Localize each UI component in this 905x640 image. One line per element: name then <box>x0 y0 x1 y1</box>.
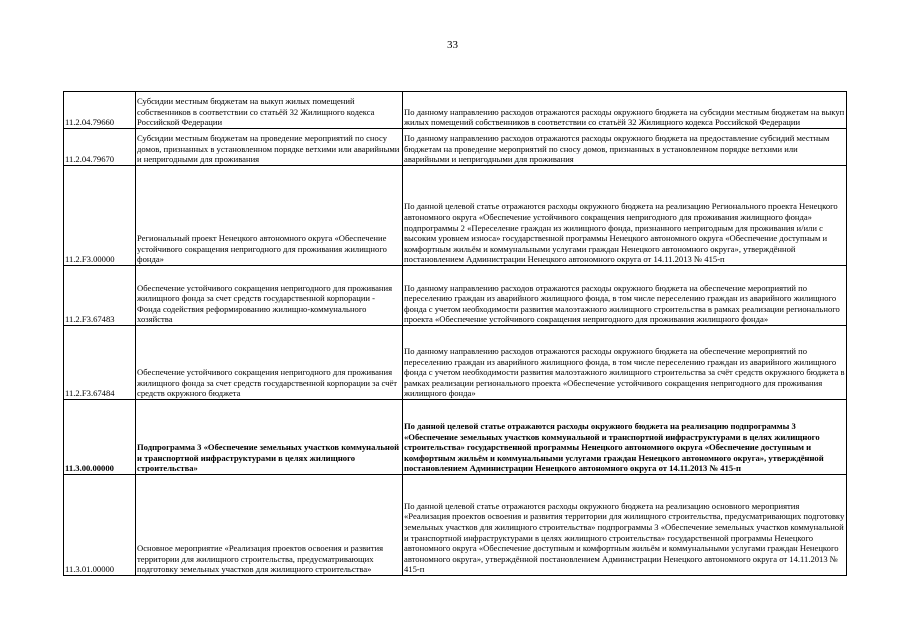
target-article-name: Основное мероприятие «Реализация проектов освоения и развития территории для жилищного строительства, предусматривающих подготовку земельных участков для жилищного строительства» <box>136 475 403 576</box>
target-article-name: Подпрограмма 3 «Обеспечение земельных участков коммунальной и транспортной инфраструктурами в целях жилищного строительства» <box>136 400 403 475</box>
table-row <box>64 266 847 326</box>
target-article-code: 11.2.04.79660 <box>64 92 136 129</box>
table-row <box>64 475 847 576</box>
target-article-code: 11.2.F3.00000 <box>64 166 136 266</box>
target-article-name: Региональный проект Ненецкого автономного округа «Обеспечение устойчивого сокращения непригодного для проживания жилищного фонда» <box>136 166 403 266</box>
table-row <box>64 92 847 129</box>
budget-classification-table <box>63 91 847 576</box>
table-row <box>64 129 847 166</box>
target-article-name: Обеспечение устойчивого сокращения непригодного для проживания жилищного фонда за счет средств государственной корпорации - Фонда содействия реформированию жилищно-коммунального хозяйства <box>136 266 403 326</box>
target-article-code: 11.3.01.00000 <box>64 475 136 576</box>
target-article-description: По данной целевой статье отражаются расходы окружного бюджета на реализацию основного мероприятия «Реализация проектов освоения и развития территории для жилищного строительства, предусматривающих подготовку земельных участков для жилищного строительства» подпрограммы 3 «Обеспечение земельных участков коммунальной и транспортной инфраструктурами в целях жилищного строительства» государственной программы Ненецкого автономного округа «Обеспечение доступным и комфортным жильём и коммунальными услугами граждан Ненецкого автономного округа», утверждённой постановлением Администрации Ненецкого автономного округа от 14.11.2013 № 415-п <box>403 475 847 576</box>
table-row <box>64 326 847 400</box>
target-article-name: Обеспечение устойчивого сокращения непригодного для проживания жилищного фонда за счет средств государственной корпорации за счёт средств окружного бюджета <box>136 326 403 400</box>
target-article-description: По данной целевой статье отражаются расходы окружного бюджета на реализацию подпрограммы 3 «Обеспечение земельных участков коммунальной и транспортной инфраструктурами в целях жилищного строительства» государственной программы Ненецкого автономного округа «Обеспечение доступным и комфортным жильём и коммунальными услугами граждан Ненецкого автономного округа», утверждённой постановлением Администрации Ненецкого автономного округа от 14.11.2013 № 415-п <box>403 400 847 475</box>
target-article-description: По данному направлению расходов отражаются расходы окружного бюджета на предоставление субсидий местным бюджетам на проведение мероприятий по сносу домов, признанных в установленном порядке ветхими или аварийными и непригодными для проживания <box>403 129 847 166</box>
page-number: 33 <box>447 39 458 51</box>
target-article-code: 11.2.04.79670 <box>64 129 136 166</box>
table-row <box>64 400 847 475</box>
target-article-code: 11.2.F3.67483 <box>64 266 136 326</box>
table-row <box>64 166 847 266</box>
target-article-name: Субсидии местным бюджетам на проведение мероприятий по сносу домов, признанных в установленном порядке ветхими или аварийными и непригодными для проживания <box>136 129 403 166</box>
target-article-code: 11.2.F3.67484 <box>64 326 136 400</box>
target-article-description: По данному направлению расходов отражаются расходы окружного бюджета на обеспечение мероприятий по переселению граждан из аварийного жилищного фонда, в том числе переселению граждан из аварийного жилищного фонда с учетом необходимости развития малоэтажного жилищного строительства за счёт средств окружного бюджета в рамках реализации регионального проекта «Обеспечение устойчивого сокращения непригодного для проживания жилищного фонда» <box>403 326 847 400</box>
target-article-description: По данной целевой статье отражаются расходы окружного бюджета на реализацию Регионального проекта Ненецкого автономного округа «Обеспечение устойчивого сокращения непригодного для проживания жилищного фонда» подпрограммы 2 «Переселение граждан из жилищного фонда, признанного непригодным для проживания и/или с высоким уровнем износа» государственной программы Ненецкого автономного округа «Обеспечение доступным и комфортным жильём и коммунальными услугами граждан Ненецкого автономного округа», утверждённой постановлением Администрации Ненецкого автономного округа от 14.11.2013 № 415-п <box>403 166 847 266</box>
target-article-code: 11.3.00.00000 <box>64 400 136 475</box>
target-article-description: По данному направлению расходов отражаются расходы окружного бюджета на субсидии местным бюджетам на выкуп жилых помещений собственников в соответствии со статьёй 32 Жилищного кодекса Российской Федерации <box>403 92 847 129</box>
target-article-description: По данному направлению расходов отражаются расходы окружного бюджета на обеспечение мероприятий по переселению граждан из аварийного жилищного фонда, в том числе переселению граждан из аварийного жилищного фонда с учетом необходимости развития малоэтажного жилищного строительства в рамках реализации регионального проекта «Обеспечение устойчивого сокращения непригодного для проживания жилищного фонда» <box>403 266 847 326</box>
target-article-name: Субсидии местным бюджетам на выкуп жилых помещений собственников в соответствии со статьёй 32 Жилищного кодекса Российской Федерации <box>136 92 403 129</box>
